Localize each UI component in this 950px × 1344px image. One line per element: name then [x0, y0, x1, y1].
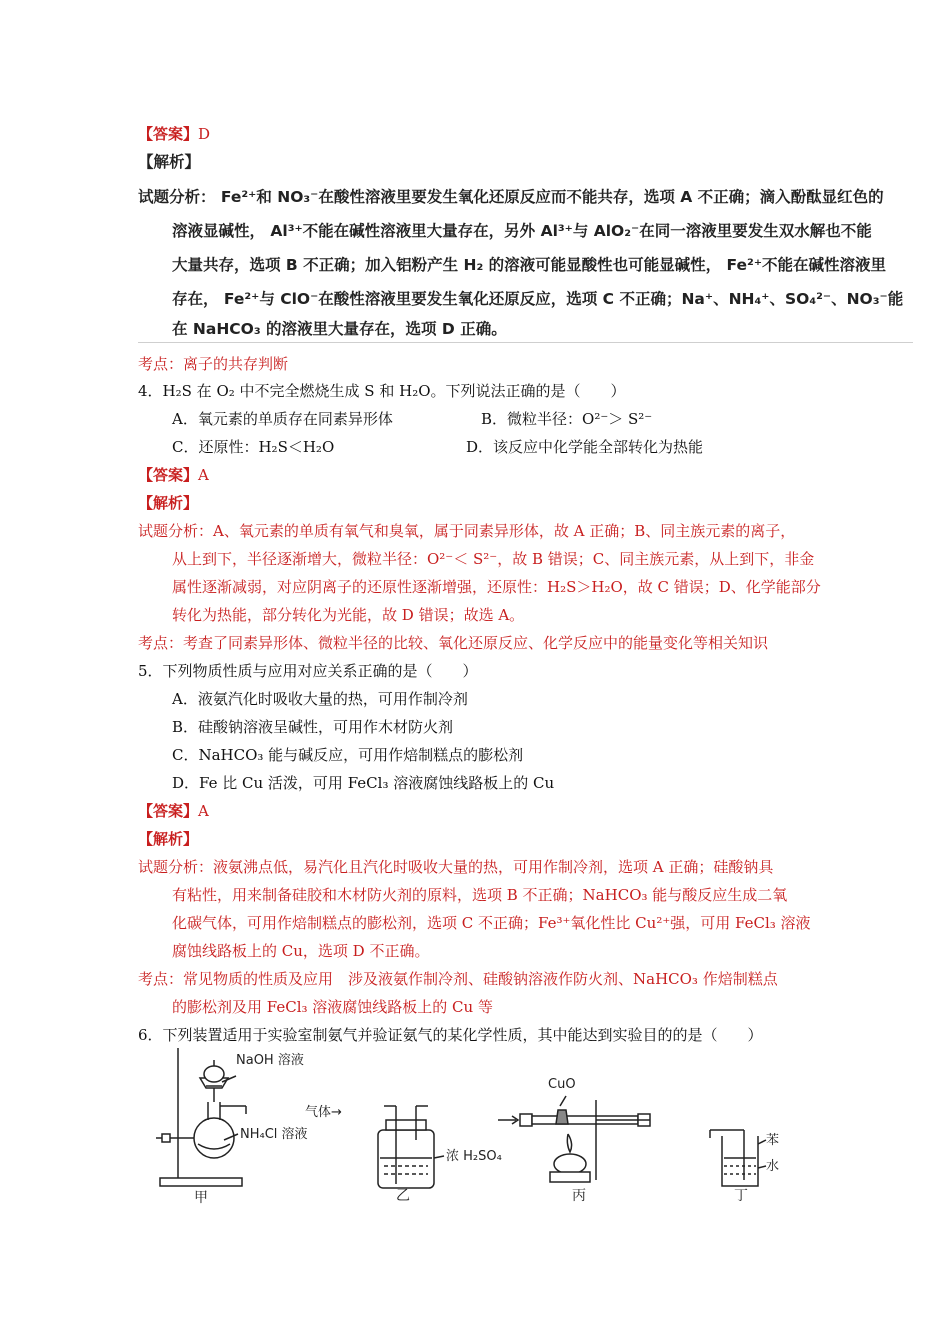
q4-answer-line: 【答案】A — [138, 466, 209, 484]
q4-analysis-line-2: 从上到下，半径逐渐增大，微粒半径：O²⁻＜ S²⁻，故 B 错误；C、同主族元素，从上到下，非金 — [172, 550, 815, 568]
q5-stem: 5．下列物质性质与应用对应关系正确的是（ ） — [138, 662, 478, 680]
q5-analysis-line-2: 有粘性，用来制备硅胶和木材防火剂的原料，选项 B 不正确；NaHCO₃ 能与酸反应生成二氧 — [172, 886, 788, 904]
divider — [138, 342, 913, 343]
label-benzene: 苯 — [766, 1133, 780, 1148]
q3-analysis-line-3: 大量共存，选项 B 不正确；加入铝粉产生 H₂ 的溶液可能显酸性也可能显碱性， Fe²⁺不能在碱性溶液里 — [172, 256, 887, 274]
q4-stem: 4．H₂S 在 O₂ 中不完全燃烧生成 S 和 H₂O。下列说法正确的是（ ） — [138, 382, 626, 400]
q5-answer-line: 【答案】A — [138, 802, 209, 820]
q5-analysis-line-3: 化碳气体，可用作焙制糕点的膨松剂，选项 C 不正确；Fe³⁺氧化性比 Cu²⁺强，可用 FeCl₃ 溶液 — [172, 914, 811, 932]
q5-analysis-line-1: 试题分析：液氨沸点低，易汽化且汽化时吸收大量的热，可用作制冷剂，选项 A 正确；硅酸钠具 — [138, 858, 774, 876]
label-naoh: NaOH 溶液 — [236, 1053, 304, 1068]
q3-kaodian: 考点：离子的共存判断 — [138, 355, 289, 373]
q5-option-a: A．液氨汽化时吸收大量的热，可用作制冷剂 — [172, 690, 468, 708]
label-cuo: CuO — [548, 1077, 576, 1092]
label-nh4cl: NH₄Cl 溶液 — [240, 1127, 308, 1142]
apparatus-figure — [0, 1040, 950, 1220]
q5-kaodian-line-1: 考点：常见物质的性质及应用 涉及液氨作制冷剂、硅酸钠溶液作防火剂、NaHCO₃ 作焙制糕点 — [138, 970, 778, 988]
q4-analysis-line-1: 试题分析：A、氧元素的单质有氧气和臭氧，属于同素异形体，故 A 正确；B、同主族元素的离子， — [138, 522, 796, 540]
apparatus-ding — [710, 1130, 779, 1204]
q4-analysis-line-3: 属性逐渐减弱，对应阴离子的还原性逐渐增强，还原性：H₂S＞H₂O，故 C 错误；D、化学能部分 — [172, 578, 821, 596]
q4-option-d: D．该反应中化学能全部转化为热能 — [466, 438, 704, 456]
label-gas: 气体→ — [305, 1105, 342, 1120]
label-jia: 甲 — [194, 1190, 208, 1206]
label-yi: 乙 — [396, 1188, 410, 1204]
label-bing: 丙 — [572, 1188, 586, 1204]
q3-answer-line — [138, 124, 210, 144]
answer-value: D — [198, 125, 211, 143]
q5-option-c: C．NaHCO₃ 能与碱反应，可用作焙制糕点的膨松剂 — [172, 746, 524, 764]
apparatus-jia — [156, 1048, 308, 1206]
q3-analysis-tag: 【解析】 — [138, 153, 201, 171]
q4-option-a: A．氧元素的单质存在同素异形体 — [172, 410, 393, 428]
q5-option-d: D．Fe 比 Cu 活泼，可用 FeCl₃ 溶液腐蚀线路板上的 Cu — [172, 774, 555, 792]
q4-option-b: B．微粒半径：O²⁻＞ S²⁻ — [481, 410, 653, 428]
q4-analysis-tag: 【解析】 — [138, 494, 199, 512]
q3-analysis-line-4: 存在， Fe²⁺与 ClO⁻在酸性溶液里要发生氧化还原反应，选项 C 不正确；Na⁺、NH₄⁺、SO₄²⁻、NO₃⁻能 — [172, 290, 904, 308]
q5-analysis-line-4: 腐蚀线路板上的 Cu，选项 D 不正确。 — [172, 942, 430, 960]
q4-analysis-line-4: 转化为热能，部分转化为光能，故 D 错误；故选 A。 — [172, 606, 525, 624]
label-water: 水 — [766, 1159, 780, 1174]
q4-kaodian: 考点：考查了同素异形体、微粒半径的比较、氧化还原反应、化学反应中的能量变化等相关知识 — [138, 634, 769, 652]
q5-option-b: B．硅酸钠溶液呈碱性，可用作木材防火剂 — [172, 718, 454, 736]
q5-kaodian-line-2: 的膨松剂及用 FeCl₃ 溶液腐蚀线路板上的 Cu 等 — [172, 998, 493, 1016]
q6-stem: 6．下列装置适用于实验室制氨气并验证氨气的某化学性质，其中能达到实验目的的是（ ） — [138, 1026, 763, 1044]
answer-tag: 【答案】 — [138, 125, 199, 143]
q3-analysis-line-2: 溶液显碱性， Al³⁺不能在碱性溶液里大量存在，另外 Al³⁺与 AlO₂⁻在同一溶液里要发生双水解也不能 — [172, 222, 872, 240]
apparatus-yi — [305, 1104, 502, 1204]
q3-analysis-line-1: 试题分析： Fe²⁺和 NO₃⁻在酸性溶液里要发生氧化还原反应而不能共存，选项 A 不正确；滴入酚酞显红色的 — [138, 188, 884, 206]
label-h2so4: 浓 H₂SO₄ — [446, 1149, 502, 1164]
q5-analysis-tag: 【解析】 — [138, 830, 199, 848]
q3-analysis-line-5: 在 NaHCO₃ 的溶液里大量存在，选项 D 正确。 — [172, 320, 507, 338]
apparatus-bing — [498, 1077, 650, 1204]
q4-option-c: C．还原性：H₂S＜H₂O — [172, 438, 335, 456]
label-ding: 丁 — [734, 1188, 748, 1204]
